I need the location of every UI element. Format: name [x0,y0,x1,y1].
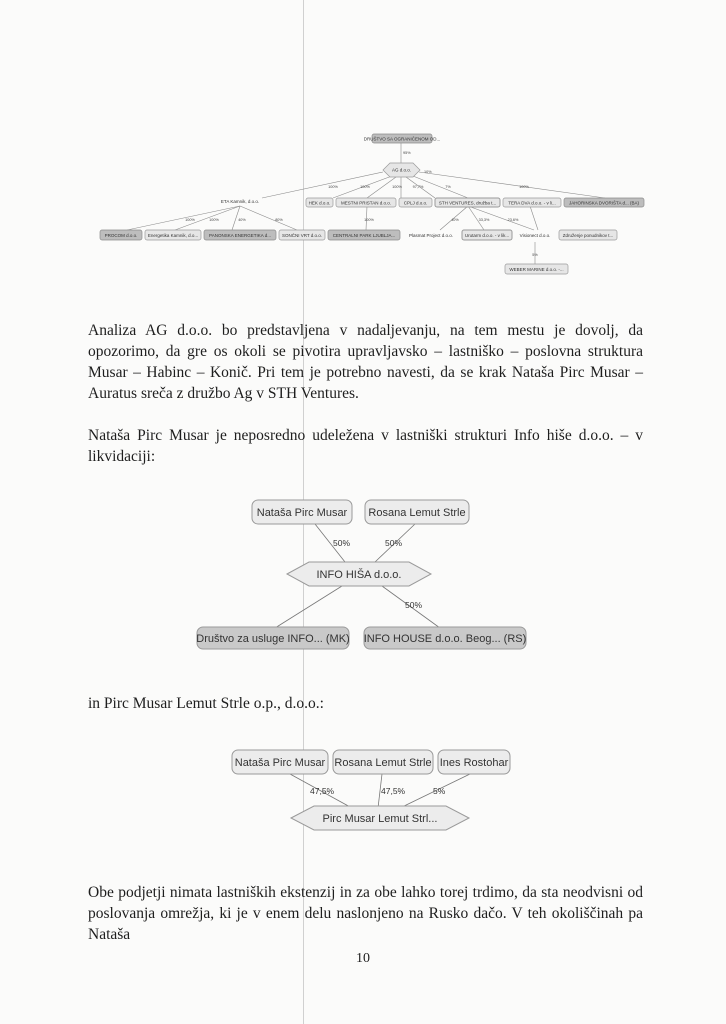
node-pmls-ines-rostohar [438,750,510,774]
pct-pmls-2: 47,5% [381,786,406,796]
svg-text:PROCOM d.o.o.: PROCOM d.o.o. [104,233,138,238]
svg-text:CENTRALNI PARK LJUBLJA...: CENTRALNI PARK LJUBLJA... [332,233,396,238]
node-eta-kamnik: ETA Kamnik, d.o.o. [220,199,260,204]
svg-text:97,7%: 97,7% [412,185,424,189]
svg-text:100%: 100% [185,218,195,222]
paragraph-obe-podjetji: Obe podjetji nimata lastniških ekstenzij in za obe lahko torej trdimo, da sta neodvisni od poslovanja omrežja, ki je v enem delu naslonjeno na Rusko dačo. V teh okoliščinah pa Nataša [88,884,643,943]
node-visionect: Visionect d.o.o. [519,233,551,238]
pct-info-hisa-1: 50% [333,538,351,548]
paragraph-ag-analysis: Analiza AG d.o.o. bo predstavljena v nadaljevanju, na tem mestu je dovolj, da opozorimo, da gre os okoli se pivotira upravljavsko – lastniško – poslovna struktura Musar – Habinc – Konič. Pri tem je potrebno navesti, da se krak Nataša Pirc Musar – Auratus sreča z družbo Ag v STH Ventures. [88,322,643,402]
pct-pmls-3: 5% [433,786,446,796]
svg-text:PANONSKA ENERGETIKA d...: PANONSKA ENERGETIKA d... [209,233,271,238]
node-plasmat-project: Plasmat Project d.o.o. [408,233,454,238]
svg-text:Društvo za usluge INFO... (MK): Društvo za usluge INFO... (MK) [196,633,350,645]
svg-text:AG d.o.o.: AG d.o.o. [391,167,412,173]
pct-info-hisa-2: 50% [385,538,403,548]
svg-text:WEBER MARINE d.o.o. -...: WEBER MARINE d.o.o. -... [509,267,564,272]
node-pmls-natasa [232,750,328,774]
svg-text:100%: 100% [392,185,402,189]
svg-text:Rosana Lemut Strle: Rosana Lemut Strle [334,757,432,769]
node-pmls-rosana [333,750,433,774]
pct-pmls-1: 47,5% [310,786,335,796]
paragraph-pirc-musar-lemut-intro: in Pirc Musar Lemut Strle o.p., d.o.o.: [88,695,324,712]
svg-text:100%: 100% [519,185,529,189]
pct-root: 95% [403,151,411,155]
svg-text:100%: 100% [209,218,219,222]
svg-text:TERA DVA d.o.o. - v li...: TERA DVA d.o.o. - v li... [508,200,556,206]
svg-text:40%: 40% [451,218,459,222]
svg-text:INFO HOUSE d.o.o. Beog... (RS): INFO HOUSE d.o.o. Beog... (RS) [363,633,527,645]
svg-text:MESTNI PRISTAN d.o.o.: MESTNI PRISTAN d.o.o. [341,200,391,206]
svg-text:7%: 7% [445,185,451,189]
svg-text:STH VENTURES, družba t...: STH VENTURES, družba t... [438,200,497,206]
svg-text:100%: 100% [360,185,370,189]
svg-text:Pirc Musar Lemut Strl...: Pirc Musar Lemut Strl... [322,813,438,825]
pct-weber: 5% [532,253,538,257]
svg-text:100%: 100% [328,185,338,189]
svg-text:INFO HIŠA d.o.o.: INFO HIŠA d.o.o. [316,569,402,581]
svg-text:JAHORINSKA DVORIŠTA d... (BA): JAHORINSKA DVORIŠTA d... (BA) [569,200,639,206]
svg-text:DRUŠTVO SA OGRANIČENOM OD...: DRUŠTVO SA OGRANIČENOM OD... [363,136,441,142]
paragraph-info-hisa-intro: Nataša Pirc Musar je neposredno udeležena v lastniški strukturi Info hiše d.o.o. – v likvidaciji: [88,427,643,465]
svg-text:Energetika Kamnik, d.o...: Energetika Kamnik, d.o... [147,233,199,238]
svg-text:80%: 80% [275,218,283,222]
svg-text:100%: 100% [364,218,374,222]
svg-text:Rosana Lemut Strle: Rosana Lemut Strle [368,507,466,519]
svg-text:Nataša Pirc Musar: Nataša Pirc Musar [234,757,326,769]
svg-text:Ines Rostohar: Ines Rostohar [439,757,509,769]
svg-text:Nataša Pirc Musar: Nataša Pirc Musar [256,507,348,519]
svg-text:SONČNI VRT d.o.o.: SONČNI VRT d.o.o. [281,233,323,238]
pct-info-hisa-3: 50% [405,600,423,610]
svg-text:Združenje ponudnikov t...: Združenje ponudnikov t... [562,233,614,238]
svg-text:Urutarm d.o.o. - v lik...: Urutarm d.o.o. - v lik... [464,233,510,238]
svg-text:23,6%: 23,6% [507,218,519,222]
svg-text:HEK d.o.o.: HEK d.o.o. [308,200,331,206]
svg-text:CPLJ d.o.o.: CPLJ d.o.o. [403,200,428,206]
svg-text:33,3%: 33,3% [478,218,490,222]
pct-center: 10% [424,170,432,174]
page-number: 10 [356,951,370,966]
svg-text:40%: 40% [238,218,246,222]
node-pirc-musar-lemut-strle [291,806,469,830]
